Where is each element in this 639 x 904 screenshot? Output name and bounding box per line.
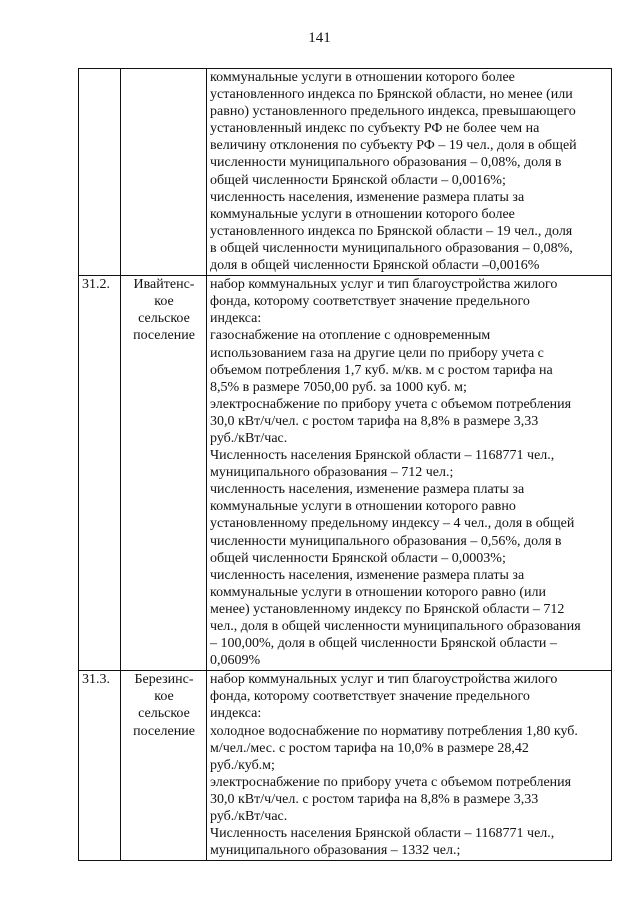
description-cell	[207, 69, 612, 276]
description-line: м/чел./мес. с ростом тарифа на 10,0% в размере 28,42	[210, 740, 529, 756]
description-line: Численность населения Брянской области – 1168771 чел.,	[210, 826, 555, 842]
description-line: численность населения, изменение размера платы за	[210, 189, 525, 205]
description-cell	[207, 671, 612, 861]
description-line: коммунальные услуги в отношении которого равно (или	[210, 584, 546, 600]
description-line: 8,5% в размере 7050,00 руб. за 1000 куб. м;	[210, 379, 467, 395]
description-cell	[207, 276, 612, 671]
description-line: общей численности Брянской области – 0,0003%;	[210, 550, 506, 566]
description-line: численности муниципального образования – 0,56%, доля в	[210, 533, 562, 549]
tariff-table	[78, 68, 612, 861]
settlement-name-line: поселение	[133, 328, 195, 344]
settlement-name-cell	[121, 69, 207, 276]
description-line: фонда, которому соответствует значение предельного	[210, 294, 530, 310]
description-line: величину отклонения по субъекту РФ – 19 чел., доля в общей	[210, 138, 577, 154]
settlement-name-cell	[121, 671, 207, 861]
description-line: Численность населения Брянской области – 1168771 чел.,	[210, 448, 555, 464]
description-line: индекса:	[210, 706, 262, 722]
description-line: менее) установленному индексу по Брянской области – 712	[210, 601, 565, 617]
description-line: индекса:	[210, 311, 262, 327]
description-line: чел., доля в общей численности муниципального образования	[210, 619, 581, 634]
settlement-name-line: Березинс-	[134, 672, 194, 688]
description-line: установленному предельному индексу – 4 чел., доля в общей	[210, 516, 575, 532]
description-line: электроснабжение по прибору учета с объемом потребления	[210, 396, 572, 412]
description-line: общей численности Брянской области – 0,0016%;	[210, 172, 506, 188]
description-line: – 100,00%, доля в общей численности Брянской области –	[210, 636, 557, 652]
settlement-name-cell	[121, 276, 207, 671]
table-body	[79, 69, 612, 861]
row-number-cell	[79, 671, 121, 861]
description-line: установленного индекса по Брянской области – 19 чел., доля	[210, 223, 573, 239]
settlement-name-line: кое	[154, 294, 174, 310]
description-line: объемом потребления 1,7 куб. м/кв. м с ростом тарифа на	[210, 362, 553, 378]
description-line: использованием газа на другие цели по прибору учета с	[210, 345, 544, 361]
settlement-name-line: сельское	[138, 311, 190, 327]
row-number: 31.2.	[82, 277, 110, 293]
description-line: 30,0 кВт/ч/чел. с ростом тарифа на 8,8% в размере 3,33	[210, 791, 539, 807]
description-line: численность населения, изменение размера платы за	[210, 482, 525, 498]
description-line: 30,0 кВт/ч/чел. с ростом тарифа на 8,8% в размере 3,33	[210, 413, 539, 429]
settlement-name-line: Ивайтенс-	[133, 277, 195, 293]
description-line: руб./куб.м;	[210, 757, 275, 773]
description-line: руб./кВт/час.	[210, 430, 288, 446]
description-line: коммунальные услуги в отношении которого более	[210, 70, 515, 85]
description-line: электроснабжение по прибору учета с объемом потребления	[210, 774, 572, 790]
description-line: доля в общей численности Брянской области –0,0016%	[210, 258, 540, 274]
description-line: набор коммунальных услуг и тип благоустройства жилого	[210, 277, 558, 293]
table-row	[79, 69, 612, 276]
description-line: установленный индекс по субъекту РФ не более чем на	[210, 121, 540, 137]
description-line: коммунальные услуги в отношении которого равно	[210, 499, 516, 515]
settlement-name-line: поселение	[133, 723, 195, 739]
table-row	[79, 276, 612, 671]
description-line: 0,0609%	[210, 653, 261, 669]
description-line: в общей численности муниципального образования – 0,08%,	[210, 240, 573, 256]
description-line: численности муниципального образования – 0,08%, доля в	[210, 155, 562, 171]
row-number: 31.3.	[82, 672, 110, 688]
table-row	[79, 671, 612, 861]
page-number: 141	[308, 30, 331, 46]
settlement-name-line: сельское	[138, 706, 190, 722]
description-line: муниципального образования – 712 чел.;	[210, 465, 454, 481]
description-line: руб./кВт/час.	[210, 809, 288, 825]
description-line: набор коммунальных услуг и тип благоустройства жилого	[210, 672, 558, 688]
description-line: холодное водоснабжение по нормативу потребления 1,80 куб.	[210, 723, 578, 739]
description-line: муниципального образования – 1332 чел.;	[210, 843, 461, 859]
description-line: равно) установленного предельного индекса, превышающего	[210, 104, 576, 120]
settlement-name-line: кое	[154, 689, 174, 705]
description-line: коммунальные услуги в отношении которого более	[210, 206, 515, 222]
row-number-cell	[79, 276, 121, 671]
row-number-cell	[79, 69, 121, 276]
description-line: фонда, которому соответствует значение предельного	[210, 689, 530, 705]
description-line: газоснабжение на отопление с одновременным	[210, 328, 491, 344]
description-line: численность населения, изменение размера платы за	[210, 567, 525, 583]
description-line: установленного индекса по Брянской области, но менее (или	[210, 87, 573, 103]
